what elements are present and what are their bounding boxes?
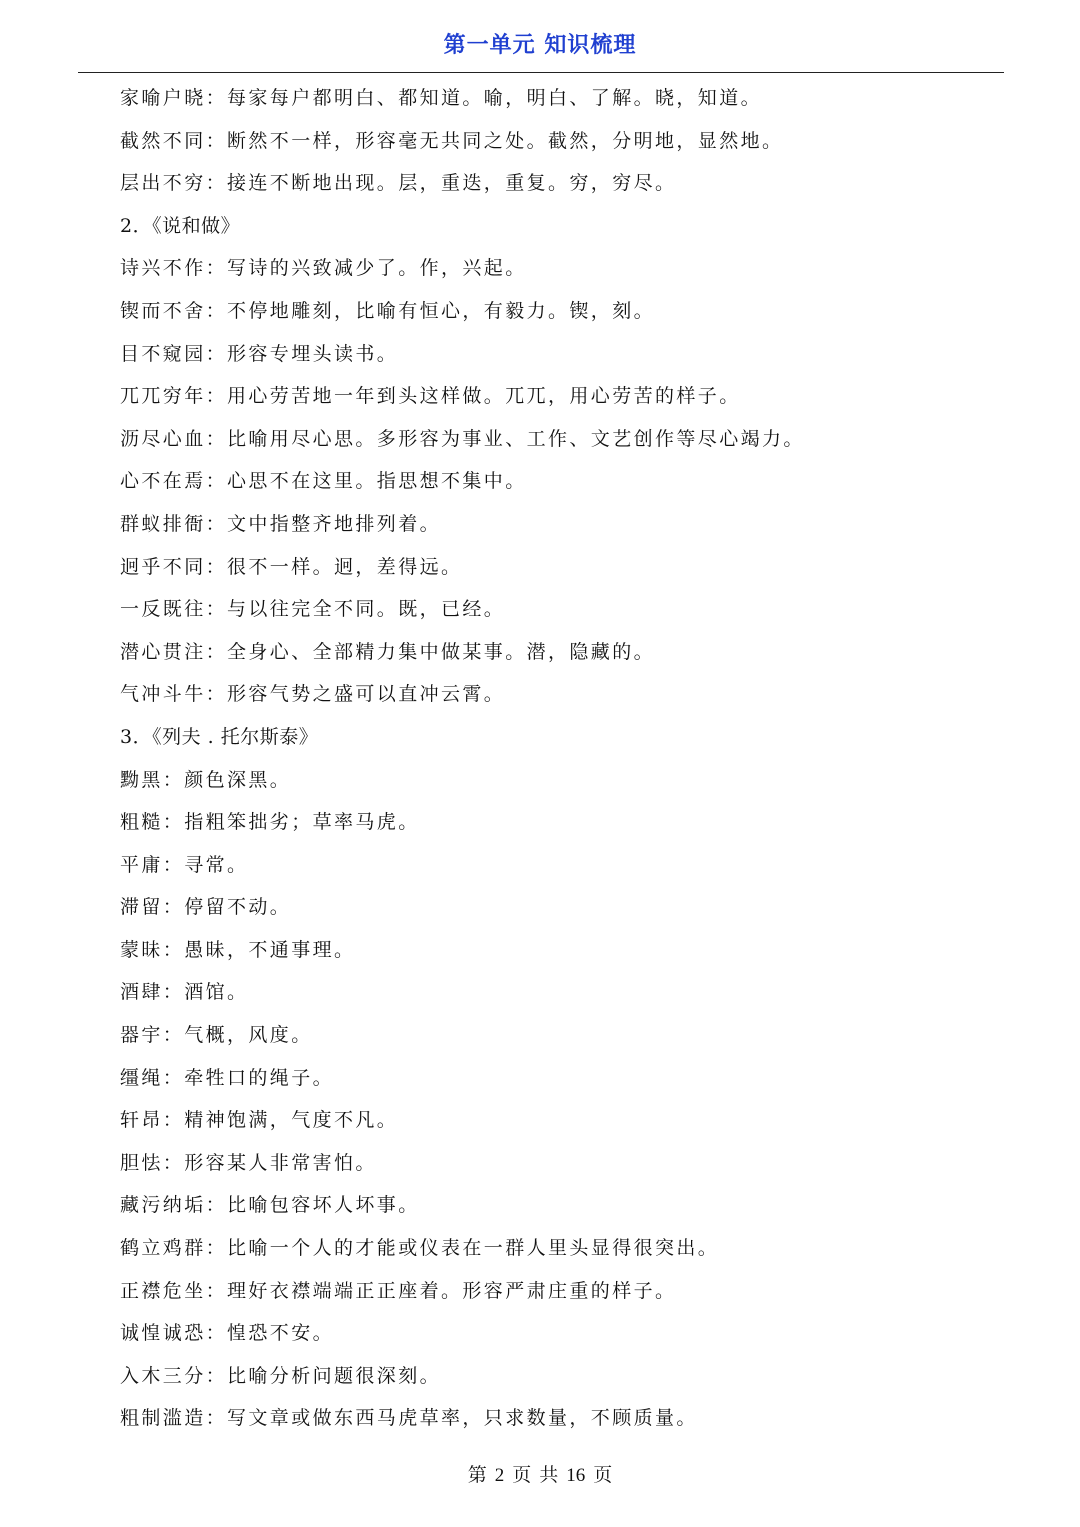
entry-line: 诚惶诚恐：惶恐不安。 bbox=[120, 1322, 335, 1345]
footer-word-page: 第 bbox=[467, 1465, 487, 1486]
entry-line: 目不窥园：形容专埋头读书。 bbox=[120, 342, 399, 365]
entry-line: 滞留：停留不动。 bbox=[120, 896, 292, 919]
document-body bbox=[120, 82, 1000, 1445]
entry-line: 截然不同：断然不一样，形容毫无共同之处。截然，分明地，显然地。 bbox=[120, 129, 784, 152]
entry-line: 入木三分：比喻分析问题很深刻。 bbox=[120, 1364, 442, 1387]
entry-line: 层出不穷：接连不断地出现。层，重迭，重复。穷，穷尽。 bbox=[120, 172, 677, 195]
entry-line: 酒肆：酒馆。 bbox=[120, 981, 249, 1004]
entry-line: 诗兴不作：写诗的兴致减少了。作，兴起。 bbox=[120, 257, 527, 280]
entry-line: 家喻户晓：每家每户都明白、都知道。喻，明白、了解。晓，知道。 bbox=[120, 87, 763, 109]
page-header-title: 第一单元 知识梳理 bbox=[443, 33, 637, 58]
entry-line: 兀兀穷年：用心劳苦地一年到头这样做。兀兀，用心劳苦的样子。 bbox=[120, 385, 741, 408]
entry-line: 一反既往：与以往完全不同。既，已经。 bbox=[120, 598, 506, 621]
entry-line: 气冲斗牛：形容气势之盛可以直冲云霄。 bbox=[120, 683, 506, 706]
total-page-count: 16 bbox=[566, 1465, 586, 1486]
entry-line: 藏污纳垢：比喻包容坏人坏事。 bbox=[120, 1194, 420, 1217]
page-footer bbox=[0, 1460, 1080, 1487]
entry-line: 迥乎不同：很不一样。迥，差得远。 bbox=[120, 555, 463, 578]
entry-line: 正襟危坐：理好衣襟端端正正座着。形容严肃庄重的样子。 bbox=[120, 1279, 677, 1302]
entry-line: 潜心贯注：全身心、全部精力集中做某事。潜，隐藏的。 bbox=[120, 640, 656, 663]
entry-line: 轩昂：精神饱满，气度不凡。 bbox=[120, 1109, 399, 1132]
entry-line: 沥尽心血：比喻用尽心思。多形容为事业、工作、文艺创作等尽心竭力。 bbox=[120, 427, 805, 450]
entry-line: 胆怯：形容某人非常害怕。 bbox=[120, 1151, 377, 1174]
entry-line: 缰绳：牵牲口的绳子。 bbox=[120, 1066, 335, 1089]
entry-line: 器宇：气概，风度。 bbox=[120, 1024, 313, 1047]
entry-line: 鹤立鸡群：比喻一个人的才能或仪表在一群人里头显得很突出。 bbox=[120, 1237, 720, 1260]
footer-word-ye: 页 bbox=[512, 1465, 532, 1486]
entry-line: 粗制滥造：写文章或做东西马虎草率，只求数量，不顾质量。 bbox=[120, 1407, 698, 1430]
entry-line: 锲而不舍：不停地雕刻，比喻有恒心，有毅力。锲，刻。 bbox=[120, 299, 656, 322]
entry-line: 蒙昧：愚昧，不通事理。 bbox=[120, 938, 356, 961]
section-heading: 2．《说和做》 bbox=[120, 214, 241, 237]
current-page-number: 2 bbox=[494, 1465, 505, 1486]
entry-line: 黝黑：颜色深黑。 bbox=[120, 768, 292, 791]
entry-line: 粗糙：指粗笨拙劣；草率马虎。 bbox=[120, 811, 420, 834]
entry-line: 平庸：寻常。 bbox=[120, 853, 249, 876]
footer-word-total: 共 bbox=[539, 1465, 559, 1486]
footer-word-ye: 页 bbox=[593, 1465, 613, 1486]
entry-line: 群蚁排衙：文中指整齐地排列着。 bbox=[120, 512, 442, 535]
entry-line: 心不在焉：心思不在这里。指思想不集中。 bbox=[120, 470, 527, 493]
header-divider bbox=[78, 72, 1004, 73]
section-heading: 3．《列夫 . 托尔斯泰》 bbox=[120, 725, 319, 748]
